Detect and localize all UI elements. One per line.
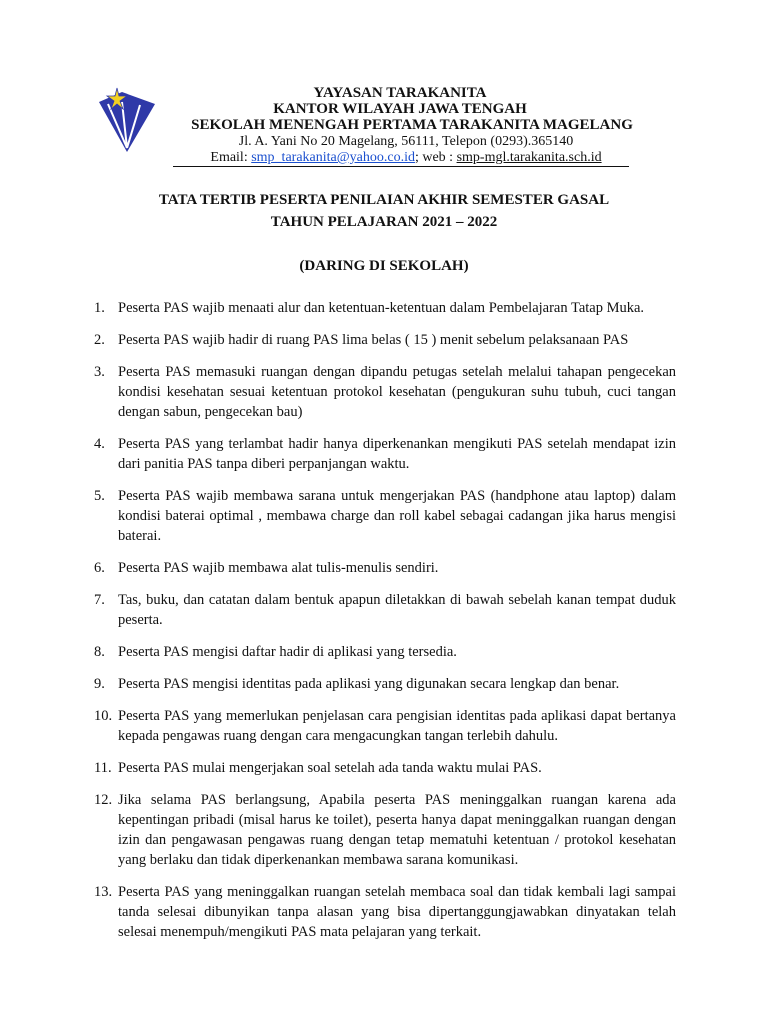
rule-text: Peserta PAS wajib membawa alat tulis-menulis sendiri. [118, 560, 439, 576]
rule-number: 4. [94, 436, 105, 452]
rule-item [94, 486, 676, 546]
rule-item [94, 674, 676, 694]
doc-title-line-1: TATA TERTIB PESERTA PENILAIAN AKHIR SEMESTER GASAL [158, 192, 610, 208]
letterhead [0, 0, 768, 172]
star-diamond-logo-icon [94, 84, 160, 154]
rule-item [94, 642, 676, 662]
rule-number: 10. [94, 708, 113, 724]
rule-item [94, 882, 676, 942]
rule-number: 11. [94, 760, 112, 776]
rule-number: 3. [94, 364, 105, 380]
rule-text: Peserta PAS mengisi daftar hadir di aplikasi yang tersedia. [118, 644, 457, 660]
rule-text: Peserta PAS mulai mengerjakan soal setelah ada tanda waktu mulai PAS. [118, 760, 542, 776]
rules-list [94, 298, 676, 954]
school-name: SEKOLAH MENENGAH PERTAMA TARAKANITA MAGELANG [191, 117, 633, 133]
rule-item [94, 590, 676, 630]
web-label: ; web : [414, 150, 454, 165]
rule-text: Peserta PAS wajib hadir di ruang PAS lima belas ( 15 ) menit sebelum pelaksanaan PAS [118, 332, 629, 348]
office-name: KANTOR WILAYAH JAWA TENGAH [273, 101, 527, 117]
rule-number: 7. [94, 592, 105, 608]
contact-line [180, 149, 632, 167]
rule-text: Peserta PAS yang memerlukan penjelasan cara pengisian identitas pada aplikasi dapat bertanya kepada pengawas ruang dengan cara mengacungkan tangan terlebih dahulu. [118, 708, 676, 744]
rule-item [94, 362, 676, 422]
doc-subtitle: (DARING DI SEKOLAH) [299, 258, 469, 274]
rule-text: Tas, buku, dan catatan dalam bentuk apapun diletakkan di bawah sebelah kanan tempat duduk peserta. [118, 592, 676, 628]
rule-text: Peserta PAS yang terlambat hadir hanya diperkenankan mengikuti PAS setelah mendapat izin dari panitia PAS tanpa diberi perpanjangan waktu. [118, 436, 676, 472]
rule-item [94, 434, 676, 474]
rule-number: 1. [94, 300, 105, 316]
rule-number: 13. [94, 884, 113, 900]
rule-number: 8. [94, 644, 105, 660]
email-link[interactable]: smp_tarakanita@yahoo.co.id [251, 150, 415, 165]
rule-text: Peserta PAS wajib menaati alur dan ketentuan-ketentuan dalam Pembelajaran Tatap Muka. [118, 300, 645, 316]
email-label: Email: [210, 150, 248, 165]
rule-number: 6. [94, 560, 105, 576]
rule-text: Jika selama PAS berlangsung, Apabila peserta PAS meninggalkan ruangan karena ada kepentingan pribadi (misal harus ke toilet), peserta hanya dapat meninggalkan ruangan dengan izin dan pengawasan pengawas ruang dengan tetap mematuhi ketentuan / protokol kesehatan yang berlaku dan tidak diperkenankan membawa sarana komunikasi. [118, 792, 676, 868]
rule-number: 9. [94, 676, 105, 692]
school-address: Jl. A. Yani No 20 Magelang, 56111, Telepon (0293).365140 [238, 134, 574, 149]
rule-text: Peserta PAS memasuki ruangan dengan dipandu petugas setelah melalui tahapan pengecekan kondisi kesehatan sesuai ketentuan protokol kesehatan (pengukuran suhu tubuh, cuci tangan dengan sabun, pengecekan bau) [118, 364, 676, 420]
rule-text: Peserta PAS mengisi identitas pada aplikasi yang digunakan secara lengkap dan benar. [118, 676, 620, 692]
rule-item [94, 790, 676, 870]
foundation-name: YAYASAN TARAKANITA [313, 85, 487, 101]
rule-number: 5. [94, 488, 105, 504]
rule-item [94, 706, 676, 746]
rule-number: 12. [94, 792, 113, 808]
rule-item [94, 558, 676, 578]
header-divider [173, 166, 629, 167]
rule-number: 2. [94, 332, 105, 348]
doc-title-line-2: TAHUN PELAJARAN 2021 – 2022 [270, 214, 498, 230]
rule-item [94, 758, 676, 778]
web-address: smp-mgl.tarakanita.sch.id [456, 150, 602, 165]
rule-text: Peserta PAS yang meninggalkan ruangan setelah membaca soal dan tidak kembali lagi sampai tanda selesai dibunyikan tanpa alasan yang bisa dipertanggungjawabkan dinyatakan telah selesai menempuh/mengikuti PAS mata pelajaran yang terkait. [118, 884, 676, 940]
rule-item [94, 298, 676, 318]
rule-text: Peserta PAS wajib membawa sarana untuk mengerjakan PAS (handphone atau laptop) dalam kondisi baterai optimal , membawa charge dan roll kabel sebagai cadangan jika harus mengisi baterai. [118, 488, 676, 544]
rule-item [94, 330, 676, 350]
